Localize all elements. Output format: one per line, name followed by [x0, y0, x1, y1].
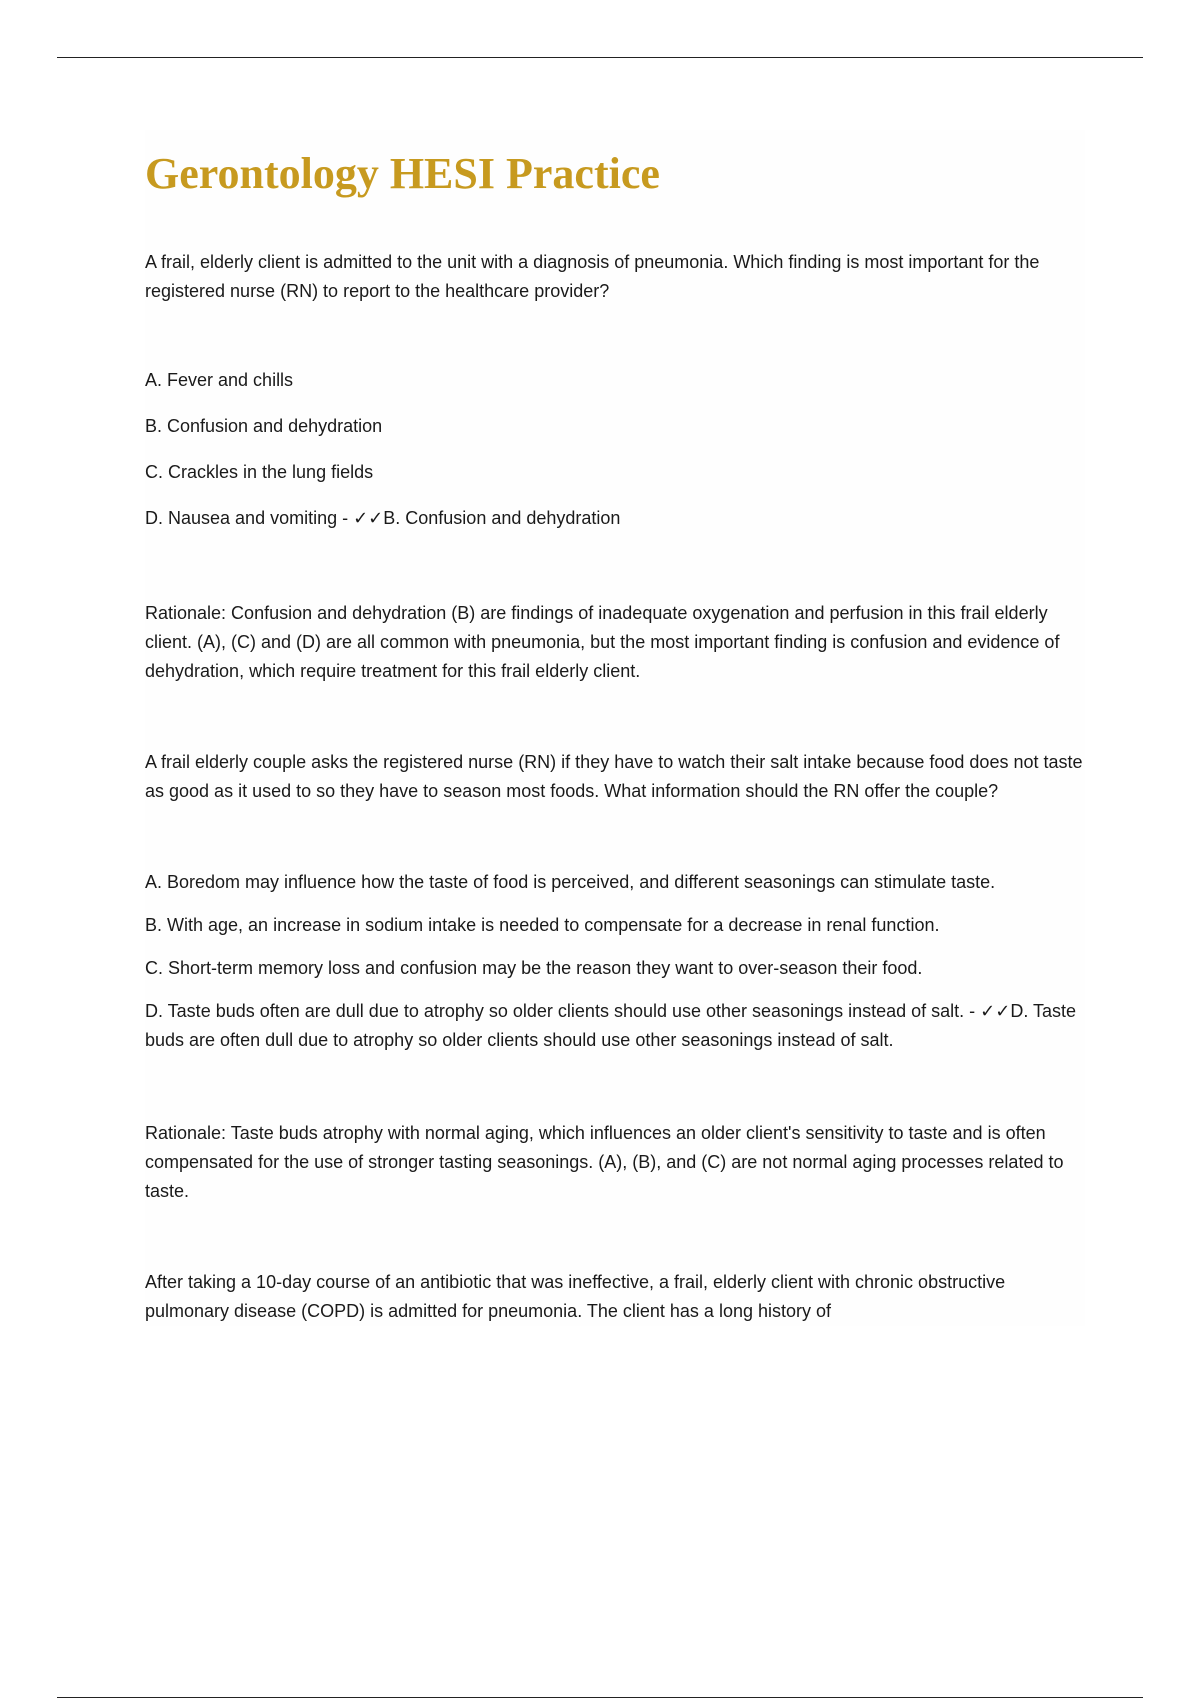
question-1-stem: A frail, elderly client is admitted to the unit with a diagnosis of pneumonia. Which finding is most important for the registered nurse (RN) to report to the healthcare provider? [145, 252, 1040, 301]
bottom-rule [57, 1697, 1143, 1698]
question-2-options [145, 868, 1085, 1055]
page-title: Gerontology HESI Practice [145, 149, 660, 198]
question-1-options [145, 366, 1085, 533]
q1-option-d-answer: D. Nausea and vomiting - ✓✓B. Confusion and dehydration [145, 508, 621, 528]
q2-option-a: A. Boredom may influence how the taste of food is perceived, and different seasonings can stimulate taste. [145, 872, 996, 892]
document-body [145, 130, 1085, 1326]
q1-option-a: A. Fever and chills [145, 370, 294, 390]
question-2-rationale: Rationale: Taste buds atrophy with normal aging, which influences an older client's sensitivity to taste and is often compensated for the use of stronger tasting seasonings. (A), (B), and (C) are not normal aging processes related to taste. [145, 1123, 1064, 1201]
question-2-stem: A frail elderly couple asks the registered nurse (RN) if they have to watch their salt intake because food does not taste as good as it used to so they have to season most foods. What information should the RN offer the couple? [145, 752, 1083, 801]
q2-option-c: C. Short-term memory loss and confusion may be the reason they want to over-season their food. [145, 958, 923, 978]
q2-option-d-answer: D. Taste buds often are dull due to atrophy so older clients should use other seasonings instead of salt. - ✓✓D. Taste buds are often dull due to atrophy so older clients should use other seasonings instead of salt. [145, 1001, 1077, 1050]
q1-option-b: B. Confusion and dehydration [145, 416, 383, 436]
question-3-stem: After taking a 10-day course of an antibiotic that was ineffective, a frail, elderly client with chronic obstructive pulmonary disease (COPD) is admitted for pneumonia. The client has a long history of [145, 1272, 1006, 1321]
q2-option-b: B. With age, an increase in sodium intake is needed to compensate for a decrease in renal function. [145, 915, 940, 935]
top-rule [57, 57, 1143, 58]
q1-option-c: C. Crackles in the lung fields [145, 462, 374, 482]
question-1-rationale: Rationale: Confusion and dehydration (B) are findings of inadequate oxygenation and perfusion in this frail elderly client. (A), (C) and (D) are all common with pneumonia, but the most important finding is confusion and evidence of dehydration, which require treatment for this frail elderly client. [145, 603, 1060, 681]
